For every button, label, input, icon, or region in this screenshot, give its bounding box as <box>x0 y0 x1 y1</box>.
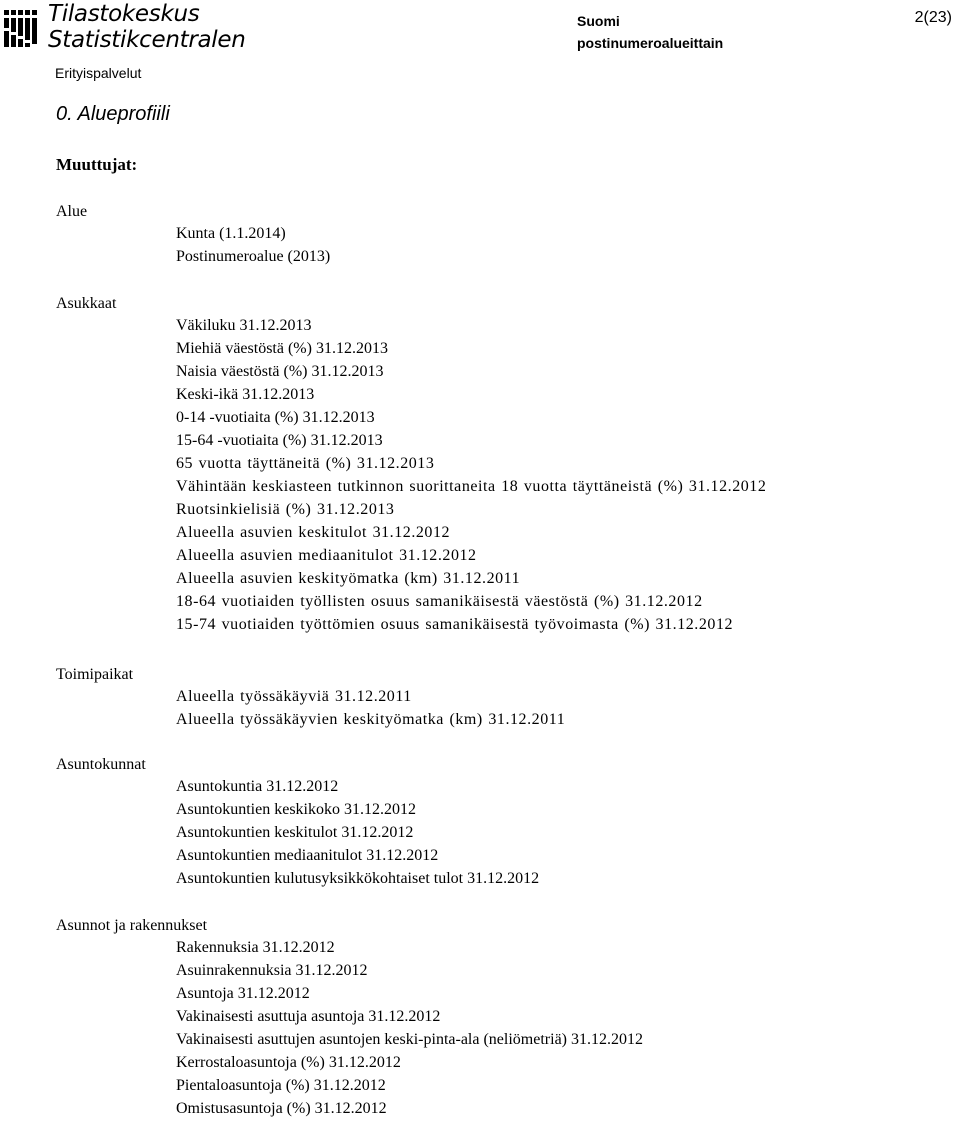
category-asuntokunnat: Asuntokunnat <box>56 756 146 773</box>
section-title: 0. Alueprofiili <box>56 103 170 125</box>
logo-mark-icon <box>2 6 44 50</box>
list-item: Postinumeroalue (2013) <box>176 248 331 265</box>
list-item: Alueella työssäkäyvien keskityömatka (km) 31.12.2011 <box>176 711 566 728</box>
variables-heading: Muuttujat: <box>56 155 138 174</box>
list-item: Asuntokuntien mediaanitulot 31.12.2012 <box>176 847 439 864</box>
logo-text-finnish: Tilastokeskus <box>48 1 200 27</box>
list-item: 18-64 vuotiaiden työllisten osuus samanikäisestä väestöstä (%) 31.12.2012 <box>176 593 703 610</box>
list-item: Ruotsinkielisiä (%) 31.12.2013 <box>176 501 395 518</box>
list-item: Alueella asuvien keskitulot 31.12.2012 <box>176 524 451 541</box>
list-item: Asuntokuntien keskitulot 31.12.2012 <box>176 824 414 841</box>
list-item: Vakinaisesti asuttuja asuntoja 31.12.2012 <box>176 1008 441 1025</box>
list-item: Asuinrakennuksia 31.12.2012 <box>176 962 368 979</box>
list-item: Keski-ikä 31.12.2013 <box>176 386 315 403</box>
document-language: Suomi <box>577 13 620 29</box>
list-item: Alueella asuvien mediaanitulot 31.12.2012 <box>176 547 477 564</box>
category-alue: Alue <box>56 203 88 220</box>
list-item: Asuntokuntien kulutusyksikkökohtaiset tulot 31.12.2012 <box>176 870 540 887</box>
list-item: Vakinaisesti asuttujen asuntojen keski-pinta-ala (neliömetriä) 31.12.2012 <box>176 1031 643 1048</box>
list-item: 15-64 -vuotiaita (%) 31.12.2013 <box>176 432 383 449</box>
list-item: Miehiä väestöstä (%) 31.12.2013 <box>176 340 388 357</box>
list-item: Kunta (1.1.2014) <box>176 225 286 242</box>
list-item: Alueella työssäkäyviä 31.12.2011 <box>176 688 412 705</box>
logo-text-swedish: Statistikcentralen <box>48 27 246 53</box>
list-item: Asuntokuntien keskikoko 31.12.2012 <box>176 801 416 818</box>
department-label: Erityispalvelut <box>55 65 142 81</box>
alue-variable-list <box>176 222 330 268</box>
list-item: Asuntoja 31.12.2012 <box>176 985 310 1002</box>
list-item: Kerrostaloasuntoja (%) 31.12.2012 <box>176 1054 401 1071</box>
document-header-info <box>577 10 723 54</box>
asukkaat-variable-list-continued <box>176 452 766 636</box>
list-item: 15-74 vuotiaiden työttömien osuus samanikäisestä työvoimasta (%) 31.12.2012 <box>176 616 734 633</box>
asukkaat-variable-list <box>176 314 388 452</box>
document-subtitle: postinumeroalueittain <box>577 35 724 51</box>
list-item: Omistusasuntoja (%) 31.12.2012 <box>176 1100 387 1117</box>
list-item: Alueella asuvien keskityömatka (km) 31.12.2011 <box>176 570 521 587</box>
list-item: Rakennuksia 31.12.2012 <box>176 939 335 956</box>
list-item: 0-14 -vuotiaita (%) 31.12.2013 <box>176 409 375 426</box>
category-toimipaikat: Toimipaikat <box>56 666 134 683</box>
list-item: Väkiluku 31.12.2013 <box>176 317 312 334</box>
asuntokunnat-variable-list <box>176 775 539 890</box>
list-item: Vähintään keskiasteen tutkinnon suorittaneita 18 vuotta täyttäneistä (%) 31.12.2012 <box>176 478 767 495</box>
page-number: 2(23) <box>914 9 952 26</box>
list-item: Naisia väestöstä (%) 31.12.2013 <box>176 363 384 380</box>
asunnot-variable-list <box>176 936 643 1120</box>
toimipaikat-variable-list <box>176 685 565 731</box>
statistics-finland-logo <box>2 2 252 54</box>
category-asunnot-ja-rakennukset: Asunnot ja rakennukset <box>56 917 208 934</box>
list-item: Asuntokuntia 31.12.2012 <box>176 778 339 795</box>
list-item: 65 vuotta täyttäneitä (%) 31.12.2013 <box>176 455 435 472</box>
category-asukkaat: Asukkaat <box>56 295 117 312</box>
list-item: Pientaloasuntoja (%) 31.12.2012 <box>176 1077 386 1094</box>
